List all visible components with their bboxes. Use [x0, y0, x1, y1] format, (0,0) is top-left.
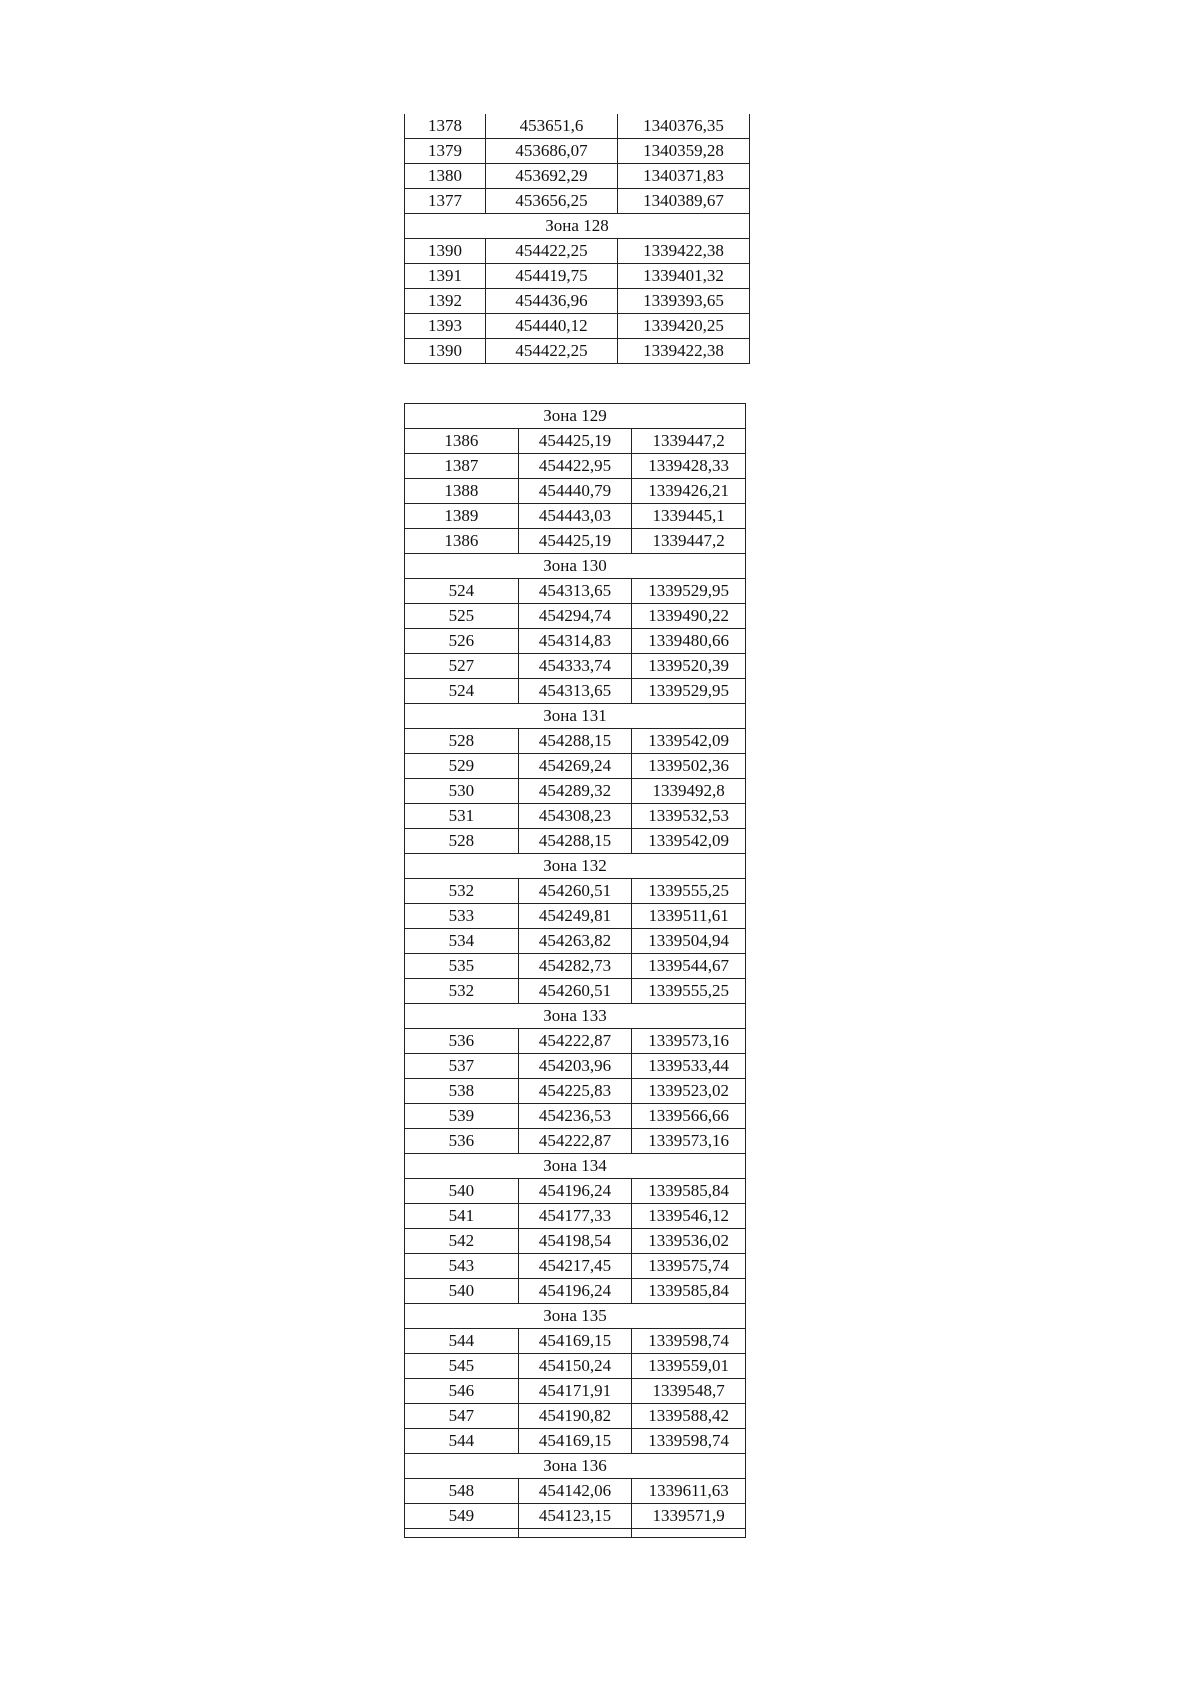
x-coordinate-cell: 453656,25	[486, 189, 618, 214]
table-row	[405, 314, 750, 339]
y-coordinate-cell: 1339575,74	[632, 1254, 746, 1279]
table-row	[405, 804, 746, 829]
point-number-cell: 1379	[405, 139, 486, 164]
x-coordinate-cell: 454190,82	[518, 1404, 632, 1429]
point-number-cell: 527	[405, 654, 519, 679]
y-coordinate-cell: 1339393,65	[618, 289, 750, 314]
point-number-cell: 526	[405, 629, 519, 654]
y-coordinate-cell: 1339523,02	[632, 1079, 746, 1104]
x-coordinate-cell: 454422,25	[486, 339, 618, 364]
table-row	[405, 579, 746, 604]
y-coordinate-cell: 1339426,21	[632, 479, 746, 504]
x-coordinate-cell: 453692,29	[486, 164, 618, 189]
y-coordinate-cell: 1339533,44	[632, 1054, 746, 1079]
point-number-cell: 533	[405, 904, 519, 929]
zone-header: Зона 134	[405, 1154, 746, 1179]
y-coordinate-cell: 1339511,61	[632, 904, 746, 929]
table-row	[405, 1229, 746, 1254]
point-number-cell: 544	[405, 1329, 519, 1354]
y-coordinate-cell: 1340359,28	[618, 139, 750, 164]
blank-row	[405, 1529, 746, 1538]
point-number-cell: 540	[405, 1279, 519, 1304]
table-row	[405, 1204, 746, 1229]
point-number-cell: 547	[405, 1404, 519, 1429]
zone-header-row	[405, 214, 750, 239]
x-coordinate-cell: 454313,65	[518, 579, 632, 604]
x-coordinate-cell: 454196,24	[518, 1179, 632, 1204]
y-coordinate-cell: 1339422,38	[618, 239, 750, 264]
table-row	[405, 1104, 746, 1129]
table-row	[405, 1354, 746, 1379]
point-number-cell: 535	[405, 954, 519, 979]
table-row	[405, 289, 750, 314]
y-coordinate-cell: 1339520,39	[632, 654, 746, 679]
point-number-cell: 543	[405, 1254, 519, 1279]
point-number-cell: 545	[405, 1354, 519, 1379]
x-coordinate-cell: 454249,81	[518, 904, 632, 929]
table-row	[405, 779, 746, 804]
x-coordinate-cell: 454236,53	[518, 1104, 632, 1129]
table-row	[405, 139, 750, 164]
point-number-cell: 1386	[405, 429, 519, 454]
table-row	[405, 1504, 746, 1529]
x-coordinate-cell: 454288,15	[518, 829, 632, 854]
table-row	[405, 264, 750, 289]
point-number-cell: 541	[405, 1204, 519, 1229]
y-coordinate-cell: 1339611,63	[632, 1479, 746, 1504]
y-coordinate-cell: 1339544,67	[632, 954, 746, 979]
y-coordinate-cell: 1339542,09	[632, 829, 746, 854]
y-coordinate-cell: 1339566,66	[632, 1104, 746, 1129]
y-coordinate-cell: 1339555,25	[632, 879, 746, 904]
table-row	[405, 954, 746, 979]
y-coordinate-cell: 1339428,33	[632, 454, 746, 479]
table-row	[405, 1279, 746, 1304]
table-row	[405, 1129, 746, 1154]
zone-header-row	[405, 704, 746, 729]
point-number-cell: 544	[405, 1429, 519, 1454]
y-coordinate-cell: 1339585,84	[632, 1279, 746, 1304]
table-row	[405, 729, 746, 754]
point-number-cell: 524	[405, 579, 519, 604]
y-coordinate-cell: 1339447,2	[632, 429, 746, 454]
y-coordinate-cell: 1339480,66	[632, 629, 746, 654]
table-row	[405, 1029, 746, 1054]
point-number-cell: 1393	[405, 314, 486, 339]
zone-header: Зона 135	[405, 1304, 746, 1329]
table-row	[405, 1379, 746, 1404]
point-number-cell: 1378	[405, 114, 486, 139]
table-row	[405, 1179, 746, 1204]
empty-cell	[632, 1529, 746, 1538]
coordinates-table-top	[404, 114, 750, 364]
point-number-cell: 542	[405, 1229, 519, 1254]
point-number-cell: 537	[405, 1054, 519, 1079]
point-number-cell: 548	[405, 1479, 519, 1504]
y-coordinate-cell: 1339573,16	[632, 1029, 746, 1054]
point-number-cell: 1377	[405, 189, 486, 214]
point-number-cell: 532	[405, 879, 519, 904]
x-coordinate-cell: 454217,45	[518, 1254, 632, 1279]
table-row	[405, 239, 750, 264]
table-row	[405, 189, 750, 214]
x-coordinate-cell: 454425,19	[518, 429, 632, 454]
x-coordinate-cell: 454222,87	[518, 1029, 632, 1054]
point-number-cell: 1389	[405, 504, 519, 529]
table-row	[405, 679, 746, 704]
y-coordinate-cell: 1339529,95	[632, 579, 746, 604]
x-coordinate-cell: 454150,24	[518, 1354, 632, 1379]
y-coordinate-cell: 1339546,12	[632, 1204, 746, 1229]
point-number-cell: 528	[405, 729, 519, 754]
y-coordinate-cell: 1339490,22	[632, 604, 746, 629]
table-row	[405, 114, 750, 139]
table-row	[405, 479, 746, 504]
y-coordinate-cell: 1339548,7	[632, 1379, 746, 1404]
y-coordinate-cell: 1339588,42	[632, 1404, 746, 1429]
table-row	[405, 339, 750, 364]
point-number-cell: 549	[405, 1504, 519, 1529]
y-coordinate-cell: 1339536,02	[632, 1229, 746, 1254]
point-number-cell: 525	[405, 604, 519, 629]
y-coordinate-cell: 1340371,83	[618, 164, 750, 189]
x-coordinate-cell: 454440,12	[486, 314, 618, 339]
y-coordinate-cell: 1339504,94	[632, 929, 746, 954]
x-coordinate-cell: 454313,65	[518, 679, 632, 704]
x-coordinate-cell: 454333,74	[518, 654, 632, 679]
empty-cell	[518, 1529, 632, 1538]
point-number-cell: 1390	[405, 239, 486, 264]
x-coordinate-cell: 454294,74	[518, 604, 632, 629]
zone-header-row	[405, 404, 746, 429]
table-row	[405, 829, 746, 854]
zone-header: Зона 133	[405, 1004, 746, 1029]
y-coordinate-cell: 1339422,38	[618, 339, 750, 364]
zone-header-row	[405, 1454, 746, 1479]
zone-header-row	[405, 1304, 746, 1329]
x-coordinate-cell: 454308,23	[518, 804, 632, 829]
zone-header-row	[405, 1004, 746, 1029]
x-coordinate-cell: 454196,24	[518, 1279, 632, 1304]
point-number-cell: 1387	[405, 454, 519, 479]
point-number-cell: 1380	[405, 164, 486, 189]
table-row	[405, 1254, 746, 1279]
point-number-cell: 530	[405, 779, 519, 804]
x-coordinate-cell: 453686,07	[486, 139, 618, 164]
y-coordinate-cell: 1339555,25	[632, 979, 746, 1004]
point-number-cell: 531	[405, 804, 519, 829]
y-coordinate-cell: 1340389,67	[618, 189, 750, 214]
table-row	[405, 654, 746, 679]
y-coordinate-cell: 1339492,8	[632, 779, 746, 804]
y-coordinate-cell: 1339420,25	[618, 314, 750, 339]
zone-header-row	[405, 1154, 746, 1179]
y-coordinate-cell: 1339571,9	[632, 1504, 746, 1529]
table-row	[405, 1479, 746, 1504]
point-number-cell: 546	[405, 1379, 519, 1404]
point-number-cell: 539	[405, 1104, 519, 1129]
x-coordinate-cell: 454443,03	[518, 504, 632, 529]
table-row	[405, 929, 746, 954]
coordinates-table-main	[404, 403, 746, 1538]
x-coordinate-cell: 454422,25	[486, 239, 618, 264]
x-coordinate-cell: 454225,83	[518, 1079, 632, 1104]
zone-header-row	[405, 854, 746, 879]
point-number-cell: 540	[405, 1179, 519, 1204]
x-coordinate-cell: 454288,15	[518, 729, 632, 754]
x-coordinate-cell: 454222,87	[518, 1129, 632, 1154]
x-coordinate-cell: 454203,96	[518, 1054, 632, 1079]
empty-cell	[405, 1529, 519, 1538]
y-coordinate-cell: 1339585,84	[632, 1179, 746, 1204]
x-coordinate-cell: 454282,73	[518, 954, 632, 979]
table-row	[405, 629, 746, 654]
x-coordinate-cell: 454171,91	[518, 1379, 632, 1404]
point-number-cell: 536	[405, 1129, 519, 1154]
table-row	[405, 1329, 746, 1354]
x-coordinate-cell: 454260,51	[518, 979, 632, 1004]
table-row	[405, 879, 746, 904]
table-row	[405, 164, 750, 189]
y-coordinate-cell: 1339529,95	[632, 679, 746, 704]
point-number-cell: 1392	[405, 289, 486, 314]
y-coordinate-cell: 1340376,35	[618, 114, 750, 139]
table-row	[405, 504, 746, 529]
point-number-cell: 1386	[405, 529, 519, 554]
point-number-cell: 529	[405, 754, 519, 779]
zone-header: Зона 128	[405, 214, 750, 239]
y-coordinate-cell: 1339532,53	[632, 804, 746, 829]
y-coordinate-cell: 1339598,74	[632, 1429, 746, 1454]
zone-header: Зона 129	[405, 404, 746, 429]
x-coordinate-cell: 454425,19	[518, 529, 632, 554]
table-row	[405, 429, 746, 454]
zone-header: Зона 132	[405, 854, 746, 879]
point-number-cell: 1391	[405, 264, 486, 289]
y-coordinate-cell: 1339447,2	[632, 529, 746, 554]
table-row	[405, 1054, 746, 1079]
point-number-cell: 534	[405, 929, 519, 954]
point-number-cell: 536	[405, 1029, 519, 1054]
x-coordinate-cell: 454142,06	[518, 1479, 632, 1504]
y-coordinate-cell: 1339573,16	[632, 1129, 746, 1154]
point-number-cell: 1390	[405, 339, 486, 364]
table-row	[405, 1079, 746, 1104]
x-coordinate-cell: 454169,15	[518, 1329, 632, 1354]
table-row	[405, 1404, 746, 1429]
x-coordinate-cell: 454123,15	[518, 1504, 632, 1529]
x-coordinate-cell: 454436,96	[486, 289, 618, 314]
point-number-cell: 524	[405, 679, 519, 704]
y-coordinate-cell: 1339542,09	[632, 729, 746, 754]
point-number-cell: 1388	[405, 479, 519, 504]
zone-header-row	[405, 554, 746, 579]
y-coordinate-cell: 1339445,1	[632, 504, 746, 529]
table-row	[405, 979, 746, 1004]
table-row	[405, 529, 746, 554]
x-coordinate-cell: 454440,79	[518, 479, 632, 504]
table-row	[405, 454, 746, 479]
y-coordinate-cell: 1339598,74	[632, 1329, 746, 1354]
x-coordinate-cell: 454169,15	[518, 1429, 632, 1454]
point-number-cell: 532	[405, 979, 519, 1004]
x-coordinate-cell: 454419,75	[486, 264, 618, 289]
x-coordinate-cell: 454289,32	[518, 779, 632, 804]
x-coordinate-cell: 454314,83	[518, 629, 632, 654]
x-coordinate-cell: 454177,33	[518, 1204, 632, 1229]
y-coordinate-cell: 1339559,01	[632, 1354, 746, 1379]
zone-header: Зона 130	[405, 554, 746, 579]
x-coordinate-cell: 454198,54	[518, 1229, 632, 1254]
point-number-cell: 528	[405, 829, 519, 854]
x-coordinate-cell: 454269,24	[518, 754, 632, 779]
x-coordinate-cell: 454260,51	[518, 879, 632, 904]
point-number-cell: 538	[405, 1079, 519, 1104]
table-row	[405, 754, 746, 779]
y-coordinate-cell: 1339401,32	[618, 264, 750, 289]
table-row	[405, 604, 746, 629]
x-coordinate-cell: 454422,95	[518, 454, 632, 479]
table-row	[405, 1429, 746, 1454]
zone-header: Зона 131	[405, 704, 746, 729]
x-coordinate-cell: 454263,82	[518, 929, 632, 954]
zone-header: Зона 136	[405, 1454, 746, 1479]
y-coordinate-cell: 1339502,36	[632, 754, 746, 779]
x-coordinate-cell: 453651,6	[486, 114, 618, 139]
table-row	[405, 904, 746, 929]
